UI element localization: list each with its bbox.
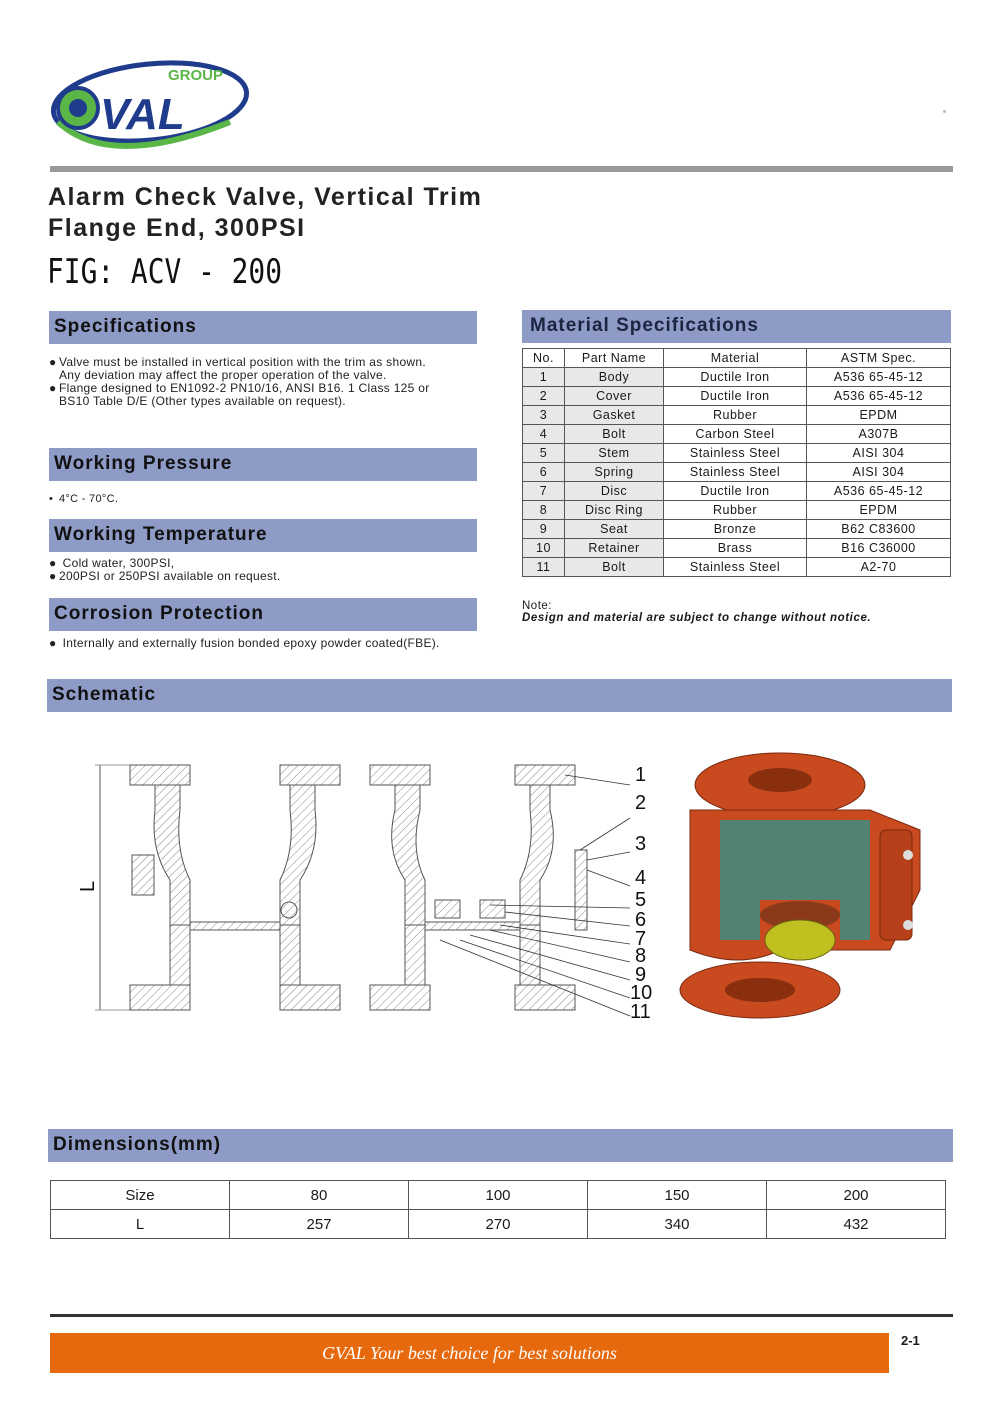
dimensions-table [50,1180,946,1239]
valve-section-view [370,765,587,1010]
specifications-list: ● Valve must be installed in vertical position with the trim as shown. Any deviation may affect the proper operation of the valve. ● Flange designed to EN1092-2 PN10/16, ANSI B16. 1 Class 125 or BS10 Table D/E (Other types available on request). [49,355,430,408]
working-temperature-text: ● Cold water, 300PSI, ● 200PSI or 250PSI available on request. [49,556,281,583]
table-row [523,520,951,539]
working-temperature-heading: Working Temperature [54,524,268,545]
table-row [523,406,951,425]
size-cell: 80 [230,1181,409,1210]
dimensions-length-row [51,1210,946,1239]
cell: A536 65-45-12 [807,368,951,387]
cell: Disc Ring [565,501,664,520]
callout-label: 10 [630,982,653,1004]
col-header: No. [523,349,565,368]
size-cell: 200 [767,1181,946,1210]
table-row [523,368,951,387]
cell: AISI 304 [807,463,951,482]
specifications-heading: Specifications [54,316,197,337]
cell: Stainless Steel [664,444,807,463]
material-header-row [523,349,951,368]
callout-label: 3 [635,833,647,855]
working-temperature-band [49,519,477,552]
dimensions-size-row [51,1181,946,1210]
cell: Ductile Iron [664,387,807,406]
cell: Rubber [664,501,807,520]
length-cell: 257 [230,1210,409,1239]
cell: Rubber [664,406,807,425]
col-header: Part Name [565,349,664,368]
cell: Bolt [565,425,664,444]
callout-label: 2 [635,792,647,814]
cell: Seat [565,520,664,539]
cell: 4 [523,425,565,444]
size-cell: 150 [588,1181,767,1210]
schematic-drawing [60,740,960,1040]
cell: EPDM [807,406,951,425]
cell: 5 [523,444,565,463]
spec-item: Valve must be installed in vertical position with the trim as shown. [59,355,426,369]
callout-label: 9 [635,964,647,986]
callout-label: 11 [630,1001,651,1023]
corrosion-text: ● Internally and externally fusion bonded epoxy powder coated(FBE). [49,636,440,650]
specifications-band [49,311,477,344]
cell: Bolt [565,558,664,577]
table-row [523,558,951,577]
cell: 3 [523,406,565,425]
cell: Cover [565,387,664,406]
cell: Carbon Steel [664,425,807,444]
cell: Disc [565,482,664,501]
cell: Stainless Steel [664,463,807,482]
title-line2: Flange End, 300PSI [48,214,306,242]
callout-label: 1 [635,764,647,786]
cell: Spring [565,463,664,482]
material-heading: Material Specifications [530,315,759,336]
dim-l-label: L [77,880,99,892]
cell: 9 [523,520,565,539]
figure-number: FIG: ACV - 200 [47,252,282,292]
callout-label: 7 [635,928,647,950]
product-title [48,182,482,244]
spec-item: BS10 Table D/E (Other types available on request). [59,394,346,408]
cell: EPDM [807,501,951,520]
table-row [523,444,951,463]
working-pressure-band [49,448,477,481]
top-divider [50,166,953,172]
temperature-line: Cold water, 300PSI, [62,556,175,570]
length-cell: 270 [409,1210,588,1239]
valve-side-view [130,765,340,1010]
spec-item: Any deviation may affect the proper operation of the valve. [59,368,387,382]
cell: A536 65-45-12 [807,482,951,501]
cell: Bronze [664,520,807,539]
callout-label: 8 [635,945,647,967]
length-cell: 340 [588,1210,767,1239]
col-header: ASTM Spec. [807,349,951,368]
cell: 1 [523,368,565,387]
dimensions-band [48,1129,953,1162]
length-label: L [51,1210,230,1239]
cell: A2-70 [807,558,951,577]
title-line1: Alarm Check Valve, Vertical Trim [48,183,483,211]
cell: 10 [523,539,565,558]
schematic-heading: Schematic [52,684,157,705]
cell: A307B [807,425,951,444]
col-header: Material [664,349,807,368]
footer-banner [50,1333,889,1373]
material-band [522,310,951,343]
cell: 7 [523,482,565,501]
logo-group-text: GROUP [168,67,224,84]
cell: Ductile Iron [664,368,807,387]
spec-item: Flange designed to EN1092-2 PN10/16, ANSI B16. 1 Class 125 or [59,381,430,395]
table-row [523,482,951,501]
cell: AISI 304 [807,444,951,463]
size-label: Size [51,1181,230,1210]
cell: Brass [664,539,807,558]
working-pressure-text: • 4°C - 70°C. [49,493,119,505]
cell: Gasket [565,406,664,425]
length-cell: 432 [767,1210,946,1239]
table-row [523,463,951,482]
note-text: Design and material are subject to change without notice. [522,612,872,624]
cell: 2 [523,387,565,406]
corrosion-heading: Corrosion Protection [54,603,265,624]
logo-val-text: VAL [100,90,185,139]
cell: 8 [523,501,565,520]
gval-logo [50,52,250,164]
temperature-line: 200PSI or 250PSI available on request. [59,569,281,583]
valve-cutaway-3d [680,753,920,1018]
cell: Stainless Steel [664,558,807,577]
cell: Ductile Iron [664,482,807,501]
cell: 6 [523,463,565,482]
working-pressure-heading: Working Pressure [54,453,233,474]
cell: Stem [565,444,664,463]
pressure-value: 4°C - 70°C. [59,493,119,505]
table-row [523,539,951,558]
callout-label: 4 [635,867,647,889]
cell: 11 [523,558,565,577]
material-table [522,348,951,577]
dimensions-heading: Dimensions(mm) [53,1134,222,1155]
corrosion-band [49,598,477,631]
footer-slogan: GVAL Your best choice for best solutions [322,1343,617,1363]
table-row [523,425,951,444]
cell: Retainer [565,539,664,558]
page-number: 2-1 [901,1333,920,1348]
cell: A536 65-45-12 [807,387,951,406]
table-row [523,387,951,406]
schematic-band [47,679,952,712]
callout-label: 5 [635,889,647,911]
note-label: Note: [522,600,552,612]
cell: B16 C36000 [807,539,951,558]
bottom-divider [50,1314,953,1317]
callout-label: 6 [635,909,647,931]
size-cell: 100 [409,1181,588,1210]
corrosion-value: Internally and externally fusion bonded epoxy powder coated(FBE). [62,636,440,650]
table-row [523,501,951,520]
decor-dot [943,110,946,113]
cell: B62 C83600 [807,520,951,539]
cell: Body [565,368,664,387]
